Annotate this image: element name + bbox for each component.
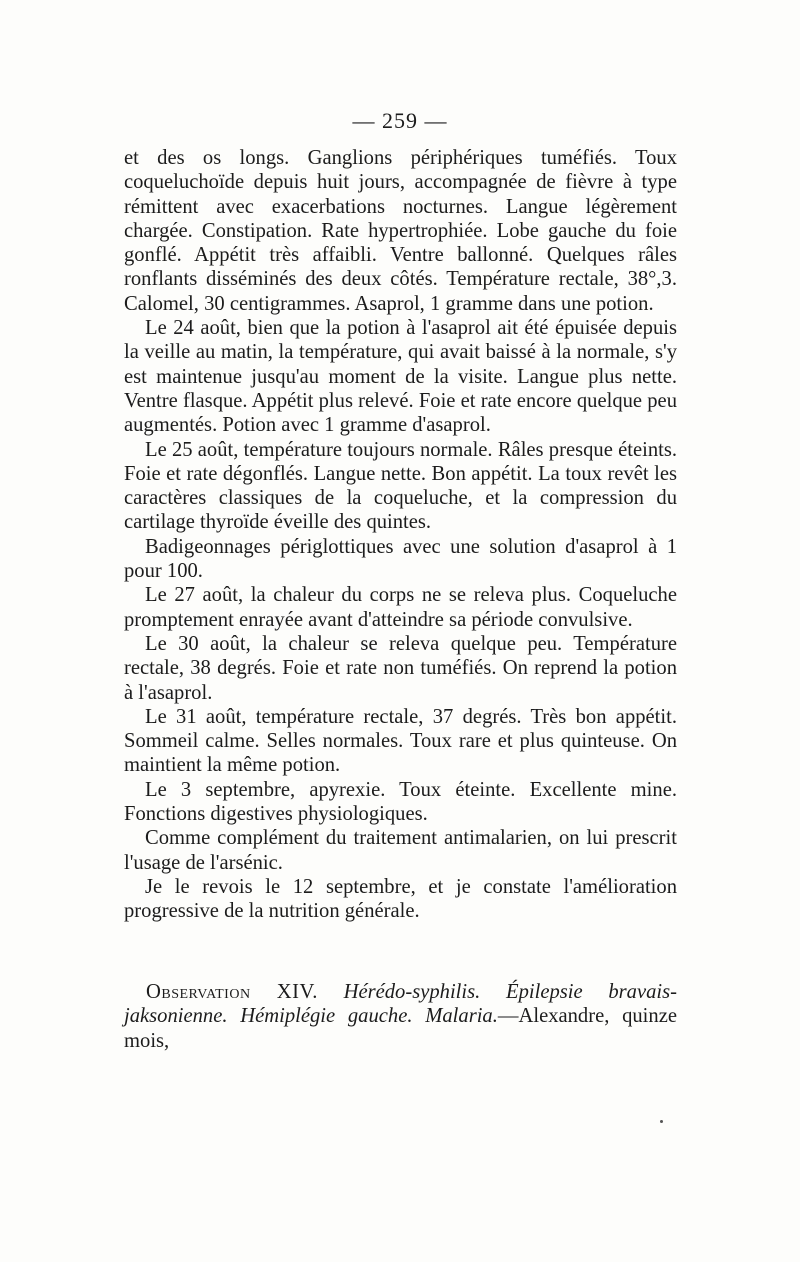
observation-title-3: Hémiplégie gauche. — [240, 1005, 413, 1028]
observation-title-2: Épilepsie bravais-jaksonienne. — [124, 981, 677, 1028]
paragraph-3-septembre: Le 3 septembre, apyrexie. Toux éteinte. Excellente mine. Fonctions digestives physiologiques. — [124, 778, 677, 826]
observation-text: —Alexandre, quinze mois, — [124, 1005, 677, 1052]
paragraph-31-aout: Le 31 août, température rectale, 37 degrés. Très bon appétit. Sommeil calme. Selles normales. Toux rare et plus quinteuse. On maintient la même potion. — [124, 705, 677, 777]
print-speck — [660, 1120, 663, 1123]
page-number: — 259 — — [352, 108, 448, 133]
paragraph-25-aout: Le 25 août, température toujours normale. Râles presque éteints. Foie et rate dégonflés. Langue nette. Bon appétit. La toux revêt les caractères classiques de la coqueluche, et la compression du cartilage thyroïde éveille des quintes. — [124, 438, 677, 534]
observation-title-1: Hérédo-syphilis. — [343, 981, 481, 1003]
paragraph-badigeonnages: Badigeonnages périglottiques avec une solution d'asaprol à 1 pour 100. — [124, 535, 677, 583]
paragraph-12-septembre: Je le revois le 12 septembre, et je constate l'amélioration progressive de la nutrition générale. — [124, 875, 677, 923]
paragraph-27-aout: Le 27 août, la chaleur du corps ne se releva plus. Coqueluche promptement enrayée avant d'atteindre sa période convulsive. — [124, 584, 677, 631]
paragraph-30-aout: Le 30 août, la chaleur se releva quelque peu. Température rectale, 38 degrés. Foie et rate non tuméfiés. On reprend la potion à l'asaprol. — [124, 632, 677, 704]
observation-title-4: Malaria. — [425, 1005, 498, 1028]
paragraph-continued: et des os longs. Ganglions périphériques tuméfiés. Toux coqueluchoïde depuis huit jours, accompagnée de fièvre à type rémittent avec exacerbations nocturnes. Langue légèrement chargée. Constipation. Rate hypertrophiée. Lobe gauche du foie gonflé. Appétit très affaibli. Ventre ballonné. Quelques râles ronflants disséminés des deux côtés. Température rectale, 38°,3. Calomel, 30 centigrammes. Asaprol, 1 gramme dans une potion. — [124, 147, 677, 315]
paragraph-24-aout: Le 24 août, bien que la potion à l'asaprol ait été épuisée depuis la veille au matin, la température, qui avait baissé à la normale, s'y est maintenue jusqu'au moment de la visite. Langue plus nette. Ventre flasque. Appétit plus relevé. Foie et rate encore quelque peu augmentés. Potion avec 1 gramme d'asaprol. — [124, 317, 677, 437]
observation-heading — [124, 980, 677, 1053]
observation-label: Observation XIV. — [146, 981, 318, 1003]
paragraph-complement: Comme complément du traitement antimalarien, on lui prescrit l'usage de l'arsénic. — [124, 827, 677, 874]
body-text — [124, 146, 677, 924]
